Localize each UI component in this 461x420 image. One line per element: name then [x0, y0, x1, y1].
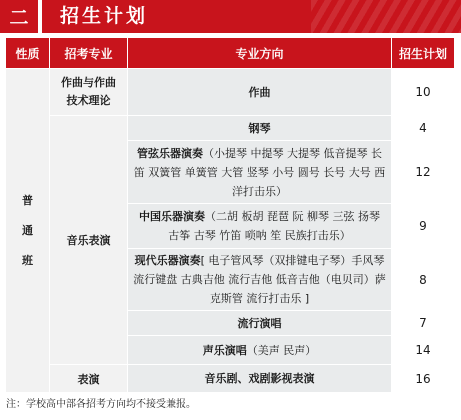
section-title-bar: [42, 0, 461, 33]
type-cell: 普 通 班: [6, 69, 50, 393]
direction-cell: 流行演唱: [128, 311, 392, 336]
major-cell: 表演: [50, 365, 128, 393]
direction-cell: 声乐演唱（美声 民声）: [128, 336, 392, 365]
plan-cell: 10: [392, 69, 455, 116]
direction-cell: 音乐剧、戏剧影视表演: [128, 365, 392, 393]
plan-cell: 12: [392, 141, 455, 204]
header-plan: 招生计划: [392, 38, 455, 69]
plan-cell: 16: [392, 365, 455, 393]
direction-cell: 钢琴: [128, 116, 392, 141]
plan-cell: 14: [392, 336, 455, 365]
header-type: 性质: [6, 38, 50, 69]
section-banner: [0, 0, 461, 36]
direction-cell: 现代乐器演奏[ 电子管风琴（双排键电子琴）手风琴 流行键盘 古典吉他 流行吉他 低音吉他（电贝司）萨克斯管 流行打击乐 ]: [128, 249, 392, 311]
direction-cell: 作曲: [128, 69, 392, 116]
direction-cell: 管弦乐器演奏（小提琴 中提琴 大提琴 低音提琴 长笛 双簧管 单簧管 大管 竖琴 小号 圆号 长号 大号 西洋打击乐）: [128, 141, 392, 204]
enrollment-plan-table: [5, 37, 455, 393]
table-header-row: [6, 38, 455, 69]
major-cell: 作曲与作曲技术理论: [50, 69, 128, 116]
table-row: [6, 116, 455, 141]
footnote: 注：学校高中部各招考方向均不接受兼报。: [6, 399, 196, 410]
plan-cell: 4: [392, 116, 455, 141]
table-row: [6, 365, 455, 393]
header-major: 招考专业: [50, 38, 128, 69]
section-number: 二: [0, 0, 38, 33]
plan-cell: 7: [392, 311, 455, 336]
plan-cell: 8: [392, 249, 455, 311]
section-title: 招生计划: [60, 5, 149, 27]
major-cell: 音乐表演: [50, 116, 128, 365]
plan-cell: 9: [392, 204, 455, 249]
table-row: [6, 69, 455, 116]
direction-cell: 中国乐器演奏（二胡 板胡 琵琶 阮 柳琴 三弦 扬琴 古筝 古琴 竹笛 唢呐 笙 民族打击乐）: [128, 204, 392, 249]
header-direction: 专业方向: [128, 38, 392, 69]
